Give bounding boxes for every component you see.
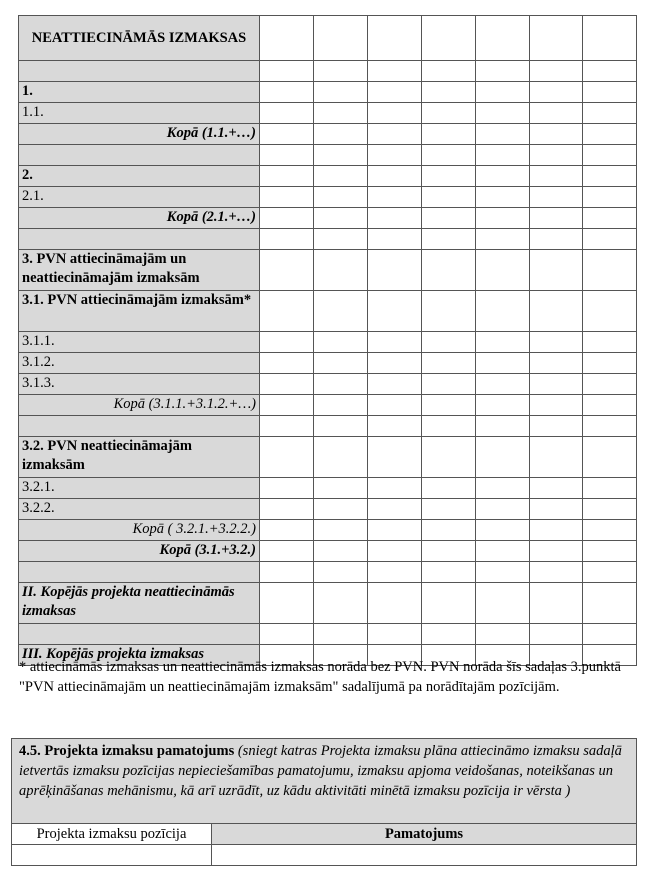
table-row bbox=[19, 145, 637, 166]
value-cell[interactable] bbox=[422, 332, 476, 353]
value-cell[interactable] bbox=[368, 291, 422, 332]
row-label: II. Kopējās projekta neattiecināmās izmaksas bbox=[19, 583, 260, 624]
value-cell[interactable] bbox=[476, 478, 530, 499]
table-row bbox=[19, 124, 637, 145]
value-cell[interactable] bbox=[530, 208, 583, 229]
value-cell[interactable] bbox=[260, 541, 314, 562]
table-row bbox=[19, 583, 637, 624]
value-cell[interactable] bbox=[260, 499, 314, 520]
table-header-cell: NEATTIECINĀMĀS IZMAKSAS bbox=[19, 16, 260, 61]
value-cell[interactable] bbox=[314, 499, 368, 520]
value-cell[interactable] bbox=[422, 624, 476, 645]
table-header-row bbox=[19, 16, 637, 61]
table-row bbox=[19, 82, 637, 103]
value-cell[interactable] bbox=[583, 229, 637, 250]
value-cell[interactable] bbox=[530, 353, 583, 374]
value-cell[interactable] bbox=[314, 103, 368, 124]
value-cell[interactable] bbox=[530, 103, 583, 124]
value-cell[interactable] bbox=[314, 291, 368, 332]
value-cell[interactable] bbox=[583, 332, 637, 353]
row-label: Kopā (3.1.1.+3.1.2.+…) bbox=[19, 395, 260, 416]
value-cell[interactable] bbox=[476, 520, 530, 541]
value-cell[interactable] bbox=[422, 374, 476, 395]
footnote: * attiecināmās izmaksas un neattiecināmās izmaksas norāda bez PVN. PVN norāda šīs sadaļas 3.punktā "PVN attiecināmajām un neattiecināmajām izmaksām" sadalījumā pa norādītajām pozīcijām. bbox=[19, 659, 621, 695]
value-cell[interactable] bbox=[583, 541, 637, 562]
row-label: 3.1.3. bbox=[19, 374, 260, 395]
row-label: 3.2.1. bbox=[19, 478, 260, 499]
row-label bbox=[19, 229, 260, 250]
value-cell[interactable] bbox=[476, 103, 530, 124]
value-cell[interactable] bbox=[583, 437, 637, 478]
table-row bbox=[19, 332, 637, 353]
value-cell[interactable] bbox=[260, 562, 314, 583]
value-cell[interactable] bbox=[260, 520, 314, 541]
value-cell[interactable] bbox=[314, 624, 368, 645]
row-label: 3.1.1. bbox=[19, 332, 260, 353]
value-cell[interactable] bbox=[530, 395, 583, 416]
value-cell[interactable] bbox=[314, 187, 368, 208]
value-cell[interactable] bbox=[583, 353, 637, 374]
justification-heading-row bbox=[12, 739, 637, 824]
value-cell[interactable] bbox=[476, 437, 530, 478]
value-cell[interactable] bbox=[476, 208, 530, 229]
row-label bbox=[19, 624, 260, 645]
value-cell[interactable] bbox=[530, 416, 583, 437]
value-cell[interactable] bbox=[422, 82, 476, 103]
value-cell[interactable] bbox=[530, 624, 583, 645]
row-label: 1.1. bbox=[19, 103, 260, 124]
value-cell[interactable] bbox=[314, 124, 368, 145]
value-cell[interactable] bbox=[368, 624, 422, 645]
value-cell[interactable] bbox=[530, 82, 583, 103]
value-cell[interactable] bbox=[368, 541, 422, 562]
value-cell[interactable] bbox=[260, 416, 314, 437]
value-cell[interactable] bbox=[368, 562, 422, 583]
table-row bbox=[19, 250, 637, 291]
value-cell[interactable] bbox=[422, 250, 476, 291]
table-row bbox=[19, 395, 637, 416]
value-cell[interactable] bbox=[583, 166, 637, 187]
value-cell[interactable] bbox=[530, 166, 583, 187]
value-cell[interactable] bbox=[583, 208, 637, 229]
value-cell[interactable] bbox=[422, 562, 476, 583]
value-cell[interactable] bbox=[583, 145, 637, 166]
table-row bbox=[19, 562, 637, 583]
table-row bbox=[19, 478, 637, 499]
value-cell[interactable] bbox=[260, 124, 314, 145]
table-row bbox=[19, 187, 637, 208]
value-cell[interactable] bbox=[530, 145, 583, 166]
value-cell[interactable] bbox=[530, 583, 583, 624]
table-row bbox=[19, 166, 637, 187]
value-cell[interactable] bbox=[314, 374, 368, 395]
value-cell[interactable] bbox=[583, 583, 637, 624]
value-cell[interactable] bbox=[368, 250, 422, 291]
value-cell[interactable] bbox=[368, 145, 422, 166]
value-cell[interactable] bbox=[583, 187, 637, 208]
value-cell[interactable] bbox=[314, 145, 368, 166]
table-row bbox=[19, 353, 637, 374]
table-row bbox=[19, 291, 637, 332]
value-cell[interactable] bbox=[368, 124, 422, 145]
value-cell[interactable] bbox=[583, 478, 637, 499]
value-cell[interactable] bbox=[260, 103, 314, 124]
value-cell[interactable] bbox=[583, 499, 637, 520]
value-cell[interactable] bbox=[368, 520, 422, 541]
value-cell[interactable] bbox=[422, 583, 476, 624]
value-cell[interactable] bbox=[530, 499, 583, 520]
value-cell[interactable] bbox=[476, 353, 530, 374]
value-cell[interactable] bbox=[260, 166, 314, 187]
value-cell[interactable] bbox=[530, 124, 583, 145]
value-cell[interactable] bbox=[314, 229, 368, 250]
value-cell[interactable] bbox=[583, 520, 637, 541]
value-cell[interactable] bbox=[476, 583, 530, 624]
value-cell[interactable] bbox=[583, 416, 637, 437]
value-cell[interactable] bbox=[260, 61, 314, 82]
value-cell[interactable] bbox=[368, 61, 422, 82]
value-cell[interactable] bbox=[583, 624, 637, 645]
value-cell[interactable] bbox=[476, 541, 530, 562]
value-cell[interactable] bbox=[314, 332, 368, 353]
value-cell[interactable] bbox=[583, 291, 637, 332]
value-cell[interactable] bbox=[368, 103, 422, 124]
value-cell[interactable] bbox=[314, 82, 368, 103]
value-cell[interactable] bbox=[314, 353, 368, 374]
value-cell[interactable] bbox=[476, 395, 530, 416]
value-cell[interactable] bbox=[476, 624, 530, 645]
row-label: 3.2. PVN neattiecināmajām izmaksām bbox=[19, 437, 260, 478]
value-cell[interactable] bbox=[530, 291, 583, 332]
value-cell[interactable] bbox=[530, 61, 583, 82]
row-label bbox=[19, 416, 260, 437]
value-cell[interactable] bbox=[530, 541, 583, 562]
table-row bbox=[19, 374, 637, 395]
column-justification-header: Pamatojums bbox=[212, 824, 637, 845]
value-cell[interactable] bbox=[260, 82, 314, 103]
row-label: Kopā ( 3.2.1.+3.2.2.) bbox=[19, 520, 260, 541]
value-cell[interactable] bbox=[530, 437, 583, 478]
value-cell[interactable] bbox=[422, 416, 476, 437]
value-cell[interactable] bbox=[476, 291, 530, 332]
value-cell[interactable] bbox=[368, 499, 422, 520]
row-label: Kopā (2.1.+…) bbox=[19, 208, 260, 229]
table-row bbox=[19, 499, 637, 520]
value-cell[interactable] bbox=[260, 208, 314, 229]
row-label bbox=[19, 562, 260, 583]
row-label: III. Kopējās projekta izmaksas bbox=[19, 645, 260, 666]
value-cell[interactable] bbox=[422, 499, 476, 520]
justification-heading bbox=[12, 739, 637, 824]
value-cell[interactable] bbox=[368, 82, 422, 103]
value-cell[interactable] bbox=[583, 82, 637, 103]
table-row bbox=[19, 61, 637, 82]
column-position-header: Projekta izmaksu pozīcija bbox=[12, 824, 212, 845]
value-cell[interactable] bbox=[476, 374, 530, 395]
value-cell[interactable] bbox=[314, 61, 368, 82]
value-cell[interactable] bbox=[583, 250, 637, 291]
value-cell[interactable] bbox=[422, 395, 476, 416]
value-cell[interactable] bbox=[314, 562, 368, 583]
row-label: 3. PVN attiecināmajām un neattiecināmajām izmaksām bbox=[19, 250, 260, 291]
value-cell[interactable] bbox=[476, 166, 530, 187]
value-cell[interactable] bbox=[314, 416, 368, 437]
value-cell[interactable] bbox=[368, 583, 422, 624]
justification-empty-row bbox=[12, 845, 637, 866]
value-cell[interactable] bbox=[530, 520, 583, 541]
value-cell[interactable] bbox=[422, 229, 476, 250]
table-row bbox=[19, 541, 637, 562]
empty-cell[interactable] bbox=[12, 845, 212, 866]
value-cell[interactable] bbox=[422, 437, 476, 478]
value-cell[interactable] bbox=[368, 416, 422, 437]
value-cell[interactable] bbox=[314, 520, 368, 541]
row-label: 3.1.2. bbox=[19, 353, 260, 374]
value-cell[interactable] bbox=[476, 124, 530, 145]
value-cell[interactable] bbox=[422, 145, 476, 166]
row-label: 3.2.2. bbox=[19, 499, 260, 520]
value-cell[interactable] bbox=[260, 250, 314, 291]
value-cell[interactable] bbox=[368, 353, 422, 374]
justification-table bbox=[11, 738, 637, 866]
value-cell[interactable] bbox=[422, 353, 476, 374]
table-row bbox=[19, 416, 637, 437]
value-cell[interactable] bbox=[422, 541, 476, 562]
value-cell[interactable] bbox=[422, 291, 476, 332]
value-cell[interactable] bbox=[422, 478, 476, 499]
value-cell[interactable] bbox=[476, 229, 530, 250]
value-cell[interactable] bbox=[260, 437, 314, 478]
value-cell[interactable] bbox=[583, 374, 637, 395]
value-cell[interactable] bbox=[368, 229, 422, 250]
table-row bbox=[19, 624, 637, 645]
value-cell[interactable] bbox=[314, 583, 368, 624]
empty-cell[interactable] bbox=[212, 845, 637, 866]
value-cell[interactable] bbox=[476, 562, 530, 583]
value-cell[interactable] bbox=[422, 520, 476, 541]
table-row bbox=[19, 437, 637, 478]
value-cell[interactable] bbox=[476, 61, 530, 82]
value-cell[interactable] bbox=[368, 166, 422, 187]
table-row bbox=[19, 208, 637, 229]
value-cell[interactable] bbox=[314, 395, 368, 416]
value-cell[interactable] bbox=[314, 208, 368, 229]
value-cell[interactable] bbox=[368, 332, 422, 353]
value-cell[interactable] bbox=[368, 478, 422, 499]
value-cell[interactable] bbox=[530, 332, 583, 353]
value-cell[interactable] bbox=[583, 562, 637, 583]
value-cell[interactable] bbox=[260, 374, 314, 395]
value-cell[interactable] bbox=[422, 61, 476, 82]
table-row bbox=[19, 103, 637, 124]
row-label bbox=[19, 61, 260, 82]
table-row bbox=[19, 520, 637, 541]
value-cell[interactable] bbox=[260, 291, 314, 332]
value-cell[interactable] bbox=[260, 353, 314, 374]
value-cell[interactable] bbox=[422, 166, 476, 187]
value-cell[interactable] bbox=[583, 103, 637, 124]
value-cell[interactable] bbox=[530, 478, 583, 499]
row-label: 2.1. bbox=[19, 187, 260, 208]
value-cell[interactable] bbox=[260, 187, 314, 208]
value-cell[interactable] bbox=[530, 229, 583, 250]
value-cell[interactable] bbox=[476, 416, 530, 437]
row-label bbox=[19, 145, 260, 166]
value-cell[interactable] bbox=[583, 395, 637, 416]
row-label: 3.1. PVN attiecināmajām izmaksām* bbox=[19, 291, 260, 332]
table-row bbox=[19, 229, 637, 250]
costs-table bbox=[18, 15, 637, 666]
value-cell[interactable] bbox=[368, 437, 422, 478]
value-cell[interactable] bbox=[314, 250, 368, 291]
value-cell[interactable] bbox=[476, 499, 530, 520]
value-cell[interactable] bbox=[583, 61, 637, 82]
value-cell[interactable] bbox=[260, 395, 314, 416]
value-cell[interactable] bbox=[260, 583, 314, 624]
value-cell[interactable] bbox=[530, 562, 583, 583]
row-label: Kopā (1.1.+…) bbox=[19, 124, 260, 145]
value-cell[interactable] bbox=[314, 166, 368, 187]
row-label: Kopā (3.1.+3.2.) bbox=[19, 541, 260, 562]
justification-columns-row bbox=[12, 824, 637, 845]
value-cell[interactable] bbox=[583, 124, 637, 145]
value-cell[interactable] bbox=[368, 374, 422, 395]
value-cell[interactable] bbox=[314, 478, 368, 499]
value-cell[interactable] bbox=[530, 250, 583, 291]
value-cell[interactable] bbox=[422, 208, 476, 229]
value-cell[interactable] bbox=[476, 250, 530, 291]
value-cell[interactable] bbox=[260, 145, 314, 166]
value-cell[interactable] bbox=[314, 541, 368, 562]
value-cell[interactable] bbox=[260, 332, 314, 353]
row-label: 1. bbox=[19, 82, 260, 103]
value-cell[interactable] bbox=[368, 208, 422, 229]
row-label: 2. bbox=[19, 166, 260, 187]
value-cell[interactable] bbox=[530, 374, 583, 395]
value-cell[interactable] bbox=[422, 103, 476, 124]
value-cell[interactable] bbox=[260, 624, 314, 645]
value-cell[interactable] bbox=[260, 478, 314, 499]
value-cell[interactable] bbox=[422, 124, 476, 145]
value-cell[interactable] bbox=[422, 187, 476, 208]
value-cell[interactable] bbox=[476, 332, 530, 353]
value-cell[interactable] bbox=[530, 187, 583, 208]
value-cell[interactable] bbox=[368, 395, 422, 416]
value-cell[interactable] bbox=[314, 437, 368, 478]
value-cell[interactable] bbox=[476, 145, 530, 166]
section-title: 4.5. Projekta izmaksu pamatojums bbox=[19, 743, 235, 759]
value-cell[interactable] bbox=[476, 82, 530, 103]
value-cell[interactable] bbox=[476, 187, 530, 208]
section-description: (sniegt katras Projekta izmaksu plāna attiecināmo izmaksu sadaļā ietvertās izmaksu pozīcijas nepieciešamības pamatojumu, izmaksu apjoma veidošanas, noteikšanas un aprēķināšanas mehānismu, kā arī uzrādīt, uz kādu aktivitāti minētā izmaksu pozīcija ir vērsta ) bbox=[19, 743, 622, 799]
value-cell[interactable] bbox=[260, 229, 314, 250]
value-cell[interactable] bbox=[368, 187, 422, 208]
